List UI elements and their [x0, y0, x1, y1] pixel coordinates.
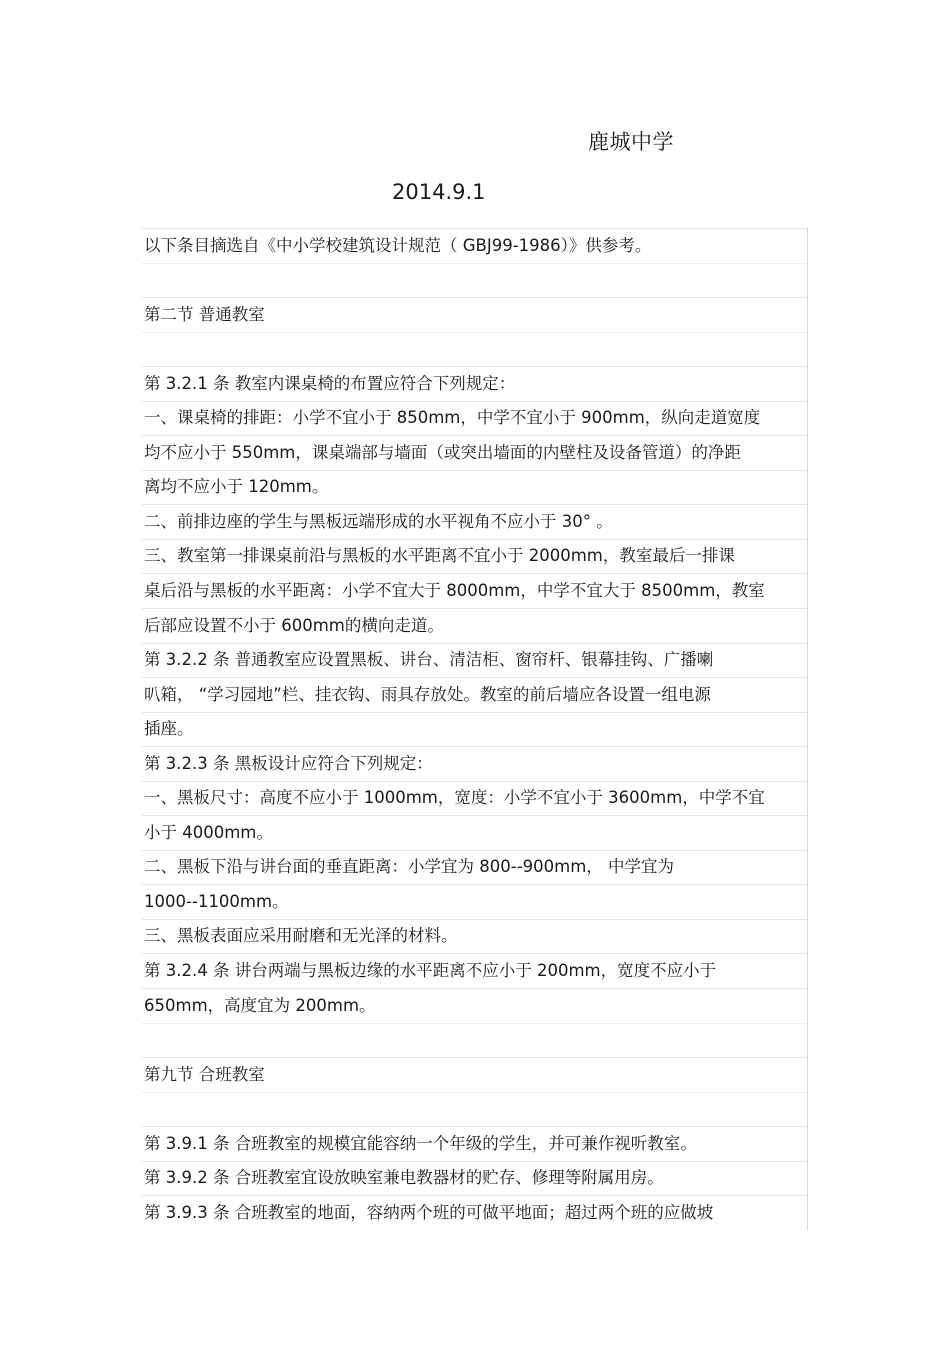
clause-line: 后部应设置不小于 600mm的横向走道。 — [142, 608, 808, 643]
clause-line: 三、教室第一排课桌前沿与黑板的水平距离不宜小于 2000mm，教室最后一排课 — [142, 539, 808, 574]
clause-line: 一、课桌椅的排距：小学不宜小于 850mm，中学不宜小于 900mm，纵向走道宽度 — [142, 401, 808, 436]
document-body — [142, 228, 808, 1230]
clause-line: 第 3.2.2 条 普通教室应设置黑板、讲台、清洁柜、窗帘杆、银幕挂钩、广播喇 — [142, 643, 808, 678]
clause-line: 二、前排边座的学生与黑板远端形成的水平视角不应小于 30° 。 — [142, 504, 808, 539]
clause-line: 650mm，高度宜为 200mm。 — [142, 988, 808, 1023]
clause-line: 第 3.9.3 条 合班教室的地面，容纳两个班的可做平地面；超过两个班的应做坡 — [142, 1195, 808, 1230]
blank-line — [142, 1023, 808, 1058]
section-heading: 第二节 普通教室 — [142, 297, 808, 332]
clause-line: 三、黑板表面应采用耐磨和无光泽的材料。 — [142, 919, 808, 954]
clause-line: 1000--1100mm。 — [142, 884, 808, 919]
clause-line: 均不应小于 550mm，课桌端部与墙面（或突出墙面的内壁柱及设备管道）的净距 — [142, 435, 808, 470]
intro-line: 以下条目摘选自《中小学校建筑设计规范（ GBJ99-1986）》供参考。 — [142, 228, 808, 263]
clause-line: 二、黑板下沿与讲台面的垂直距离：小学宜为 800--900mm， 中学宜为 — [142, 850, 808, 885]
clause-line: 一、黑板尺寸：高度不应小于 1000mm，宽度：小学不宜小于 3600mm，中学不宜 — [142, 781, 808, 816]
document-date: 2014.9.1 — [392, 180, 486, 204]
clause-line: 小于 4000mm。 — [142, 815, 808, 850]
blank-line — [142, 263, 808, 298]
clause-line: 桌后沿与黑板的水平距离：小学不宜大于 8000mm，中学不宜大于 8500mm，教室 — [142, 573, 808, 608]
clause-line: 第 3.2.1 条 教室内课桌椅的布置应符合下列规定： — [142, 366, 808, 401]
blank-line — [142, 332, 808, 367]
clause-line: 第 3.2.3 条 黑板设计应符合下列规定： — [142, 746, 808, 781]
school-name: 鹿城中学 — [588, 130, 674, 154]
clause-line: 第 3.9.1 条 合班教室的规模宜能容纳一个年级的学生，并可兼作视听教室。 — [142, 1126, 808, 1161]
clause-line: 离均不应小于 120mm。 — [142, 470, 808, 505]
clause-line: 第 3.9.2 条 合班教室宜设放映室兼电教器材的贮存、修理等附属用房。 — [142, 1161, 808, 1196]
clause-line: 第 3.2.4 条 讲台两端与黑板边缘的水平距离不应小于 200mm，宽度不应小于 — [142, 953, 808, 988]
blank-line — [142, 1092, 808, 1127]
clause-line: 插座。 — [142, 712, 808, 747]
section-heading: 第九节 合班教室 — [142, 1057, 808, 1092]
clause-line: 叭箱， “学习园地”栏、挂衣钩、雨具存放处。教室的前后墙应各设置一组电源 — [142, 677, 808, 712]
